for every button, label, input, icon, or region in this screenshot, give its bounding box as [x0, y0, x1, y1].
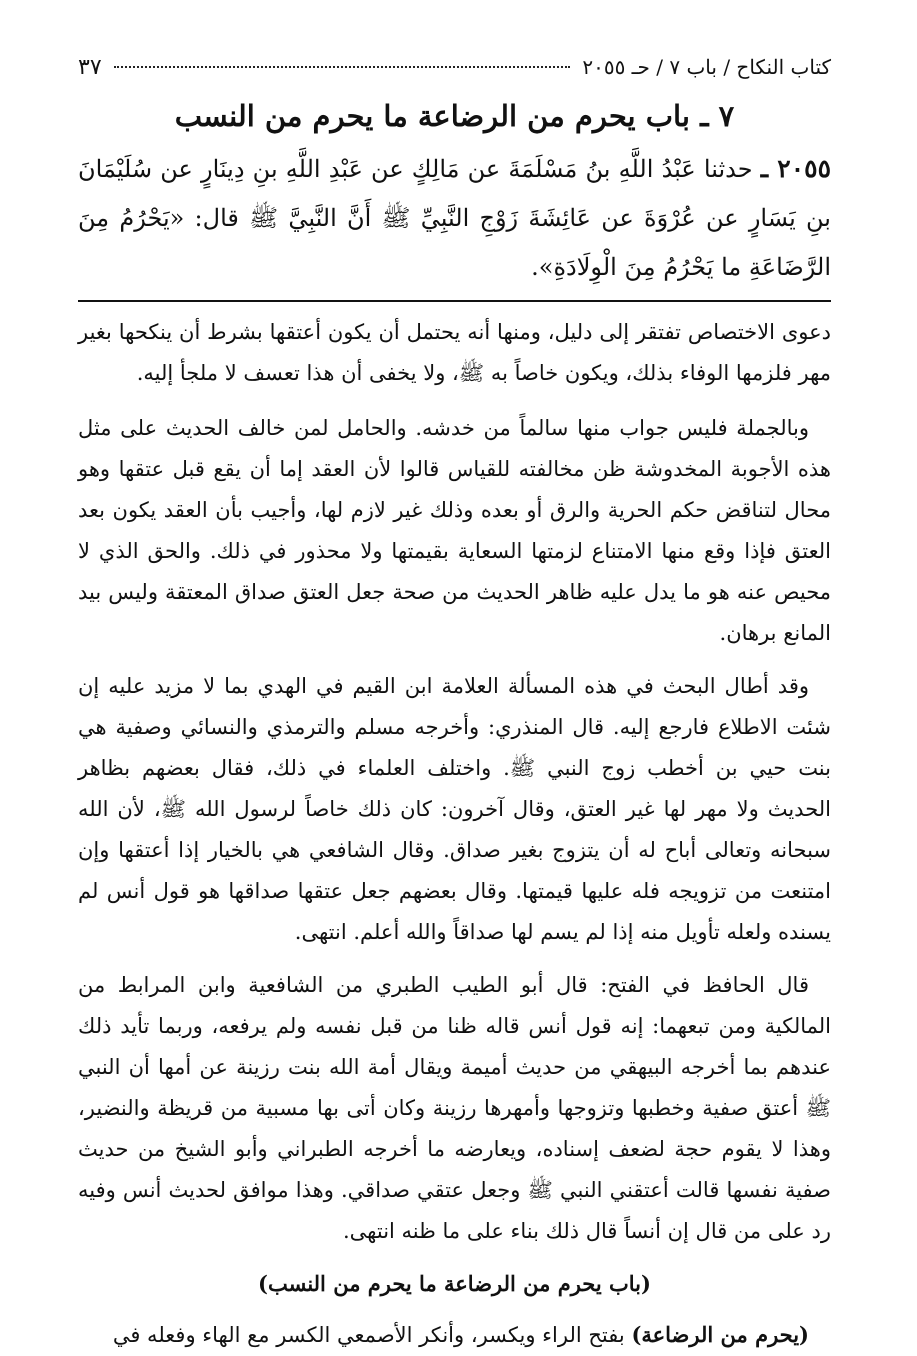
- divider-line: [78, 300, 831, 302]
- commentary-paragraph-4: قال الحافظ في الفتح: قال أبو الطيب الطبري من الشافعية وابن المرابط من المالكية ومن تبعهما: إنه قول أنس قاله ظنا من قبل نفسه ولم يرفعه، وربما تأيد ذلك عندهم بما أخرجه البيهقي من حديث أميمة ويقال أمة الله بنت رزينة عن أمها أن النبي ﷺ أعتق صفية وخطبها وتزوجها وأمهرها رزينة وكان أتى بها مسبية من قريظة والنضير، وهذا لا يقوم حجة لضعف إسناده، ويعارضه ما أخرجه الطبراني وأبو الشيخ من حديث صفية نفسها قالت أعتقني النبي ﷺ وجعل عتقي صداقي. وهذا موافق لحديث أنس وفيه رد على من قال إن أنساً قال ذلك بناء على ما ظنه انتهى.: [78, 973, 831, 1243]
- hadith-text: حدثنا عَبْدُ اللَّهِ بنُ مَسْلَمَةَ عن مَالِكٍ عن عَبْدِ اللَّهِ بنِ دِينَارٍ عن سُلَيْمَانَ بنِ يَسَارٍ عن عُرْوَةَ عن عَائِشَةَ زَوْجِ النَّبِيِّ ﷺ أَنَّ النَّبِيَّ ﷺ قال: «يَحْرُمُ مِنَ الرَّضَاعَةِ ما يَحْرُمُ مِنَ الْوِلَادَةِ».: [78, 155, 831, 281]
- running-header-title: كتاب النكاح / باب ٧ / حـ ٢٠٥٥: [582, 55, 831, 79]
- chapter-number: ٧ ـ: [700, 99, 735, 133]
- commentary-paragraph-3: وقد أطال البحث في هذه المسألة العلامة ابن القيم في الهدي بما لا مزيد عليه إن شئت الاطلاع فارجع إليه. قال المنذري: وأخرجه مسلم والترمذي والنسائي وصفية هي بنت حيي بن أخطب زوج النبي ﷺ. واختلف العلماء في ذلك، فقال بعضهم بظاهر الحديث ولا مهر لها غير العتق، وقال آخرون: كان ذلك خاصاً لرسول الله ﷺ، لأن الله سبحانه وتعالى أباح له أن يتزوج بغير صداق. وقال الشافعي هي بالخيار إذا أعتقها وإن امتنعت من تزويجه فله عليها قيمتها. وقال بعضهم جعل عتقها صداقها هو قول أنس لم يسنده ولعله تأويل منه إذا لم يسم لها صداقاً والله أعلم. انتهى.: [78, 674, 831, 944]
- dot-leader: [114, 66, 571, 68]
- commentary-paragraph-5: [78, 1314, 831, 1356]
- chapter-word-bab: باب: [645, 99, 690, 133]
- commentary-paragraph-1: دعوى الاختصاص تفتقر إلى دليل، ومنها أنه يحتمل أن يكون أعتقها بشرط أن ينكحها بغير مهر فلزمها الوفاء بذلك، ويكون خاصاً به ﷺ، ولا يخفى أن هذا تعسف لا ملجأ إليه.: [78, 320, 831, 385]
- commentary-paragraph-5-text: بفتح الراء ويكسر، وأنكر الأصمعي الكسر مع الهاء وفعله في: [112, 1323, 625, 1347]
- page-number: ٣٧: [78, 55, 102, 80]
- commentary-lemma: (يحرم من الرضاعة): [631, 1322, 809, 1347]
- commentary-section: [78, 312, 831, 1356]
- commentary-sub-heading: (باب يحرم من الرضاعة ما يحرم من النسب): [258, 1271, 651, 1296]
- hadith-number: ٢٠٥٥ ـ: [760, 154, 831, 183]
- chapter-title: [78, 96, 831, 136]
- running-header: [78, 52, 831, 84]
- commentary-paragraph-2: وبالجملة فليس جواب منها سالماً من خدشه. والحامل لمن خالف الحديث على مثل هذه الأجوبة المخدوشة ظن مخالفته للقياس قالوا لأن العقد إما أن يقع قبل عتقها وهو محال لتناقض حكم الحرية والرق أو بعده وذلك غير لازم لها، وأجيب بأن العقد يكون بعد العتق فإذا وقع منها الامتناع لزمتها السعاية بقيمتها ولا محذور في ذلك. والحق الذي لا محيص عنه هو ما يدل عليه ظاهر الحديث من صحة جعل العتق صداق المعتقة وليس بيد المانع برهان.: [78, 416, 831, 645]
- hadith-text-block: [78, 144, 831, 292]
- chapter-title-text: يحرم من الرضاعة ما يحرم من النسب: [174, 99, 636, 133]
